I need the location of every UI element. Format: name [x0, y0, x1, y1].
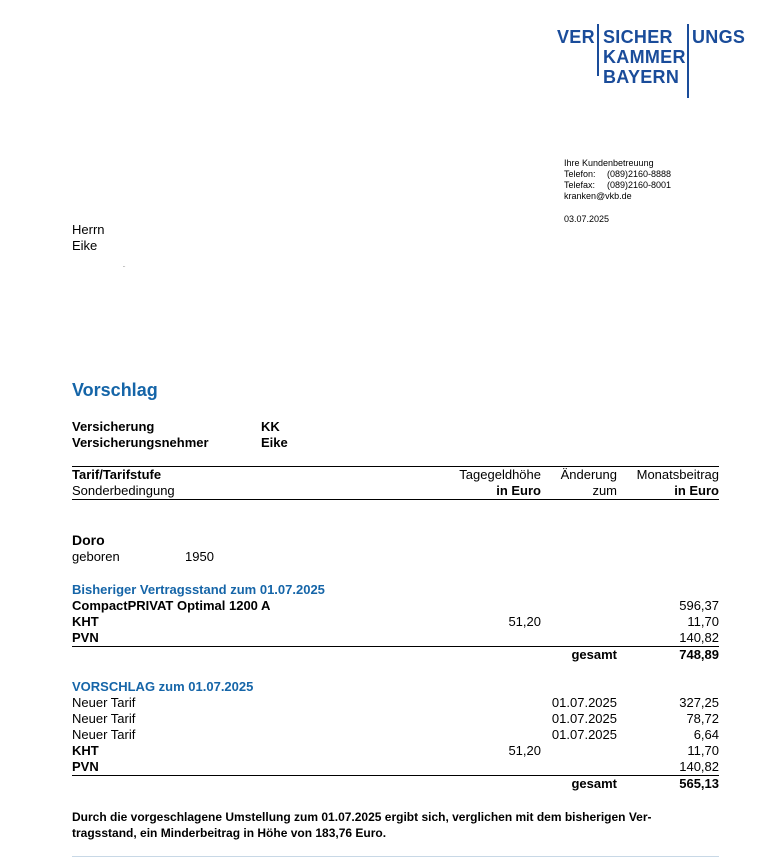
- email-link[interactable]: kranken@vkb.de: [564, 191, 632, 201]
- header-rule-bottom: [72, 499, 719, 500]
- proposal-total-label: gesamt: [571, 776, 617, 791]
- phone-label: Telefon:: [564, 169, 596, 179]
- meta-row-policyholder: [72, 435, 288, 450]
- footer-divider: [72, 856, 719, 857]
- previous-row-tarif: PVN: [72, 630, 99, 645]
- proposal-row-tarif: Neuer Tarif: [72, 711, 136, 726]
- logo-text-ungs: UNGS: [692, 27, 746, 47]
- previous-row-tagegeld: 51,20: [508, 614, 541, 629]
- previous-row-tarif: KHT: [72, 614, 99, 629]
- previous-section-title: Bisheriger Vertragsstand zum 01.07.2025: [72, 582, 325, 597]
- logo-text-kammer: KAMMER: [603, 47, 686, 67]
- proposal-row-tarif: Neuer Tarif: [72, 727, 136, 742]
- header-tagegeld: Tagegeldhöhe: [459, 467, 541, 482]
- recipient-name: Eike: [72, 238, 98, 253]
- meta-label: Versicherung: [72, 419, 155, 434]
- proposal-section-title: VORSCHLAG zum 01.07.2025: [72, 679, 254, 694]
- proposal-row-aenderung: 01.07.2025: [551, 695, 617, 710]
- header-col-tagegeld: [420, 467, 541, 499]
- header-tagegeld-unit: in Euro: [496, 483, 541, 498]
- letter-date: 03.07.2025: [564, 214, 610, 224]
- proposal-row-beitrag: 140,82: [679, 759, 719, 774]
- born-label: geboren: [72, 549, 120, 564]
- recipient-address: [72, 222, 105, 254]
- fax-value: (089)2160-8001: [607, 180, 672, 190]
- header-aenderung-zum: zum: [592, 483, 617, 498]
- summary-line-1: Durch die vorgeschlagene Umstellung zum 01.07.2025 ergibt sich, verglichen mit dem bisherigen Ver-: [72, 810, 652, 824]
- logo-bar-left: [597, 24, 599, 76]
- proposal-row-beitrag: 11,70: [687, 743, 719, 758]
- proposal-row-beitrag: 327,25: [679, 695, 719, 710]
- proposal-row-aenderung: 01.07.2025: [551, 711, 617, 726]
- proposal-row-beitrag: 78,72: [686, 711, 719, 726]
- contact-title: Ihre Kundenbetreuung: [564, 158, 654, 168]
- previous-row-beitrag: 596,37: [679, 598, 719, 613]
- meta-value: Eike: [261, 435, 288, 450]
- proposal-row-beitrag: 6,64: [693, 727, 719, 742]
- header-aenderung: Änderung: [560, 467, 617, 482]
- company-logo: [555, 24, 750, 102]
- previous-row-beitrag: 140,82: [679, 630, 719, 645]
- proposal-row-aenderung: 01.07.2025: [551, 727, 617, 742]
- salutation: Herrn: [72, 222, 105, 237]
- previous-row-tarif: CompactPRIVAT Optimal 1200 A: [72, 598, 271, 613]
- meta-label: Versicherungsnehmer: [72, 435, 209, 450]
- previous-total-value: 748,89: [679, 647, 719, 662]
- logo-text-bayern: BAYERN: [603, 67, 680, 87]
- contact-block: [564, 158, 671, 202]
- header-tarif: Tarif/Tarifstufe: [72, 467, 162, 482]
- fax-label: Telefax:: [564, 180, 596, 190]
- logo-bar-right: [687, 24, 689, 98]
- header-beitrag: Monatsbeitrag: [636, 467, 719, 482]
- address-mark: ¨: [123, 266, 126, 273]
- logo-text-ver: VER: [557, 27, 595, 47]
- meta-row-insurance: [72, 419, 280, 434]
- header-beitrag-unit: in Euro: [674, 483, 719, 498]
- proposal-total-value: 565,13: [679, 776, 719, 791]
- header-col-beitrag: [620, 467, 719, 499]
- summary-line-2: tragsstand, ein Minderbeitrag in Höhe von 183,76 Euro.: [72, 826, 387, 840]
- previous-total-label: gesamt: [571, 647, 617, 662]
- person-name: Doro: [72, 532, 105, 548]
- header-col-tarif: [72, 467, 175, 499]
- proposal-row-tarif: PVN: [72, 759, 99, 774]
- proposal-row-tarif: Neuer Tarif: [72, 695, 136, 710]
- meta-value: KK: [261, 419, 280, 434]
- proposal-row-tarif: KHT: [72, 743, 99, 758]
- born-year: 1950: [185, 549, 214, 564]
- proposal-row-tagegeld: 51,20: [508, 743, 541, 758]
- header-sonderbedingung: Sonderbedingung: [72, 483, 175, 498]
- previous-row-beitrag: 11,70: [687, 614, 719, 629]
- phone-value: (089)2160-8888: [607, 169, 672, 179]
- logo-text-sicher: SICHER: [603, 27, 673, 47]
- page-title: Vorschlag: [72, 380, 158, 400]
- header-col-aenderung: [540, 467, 617, 499]
